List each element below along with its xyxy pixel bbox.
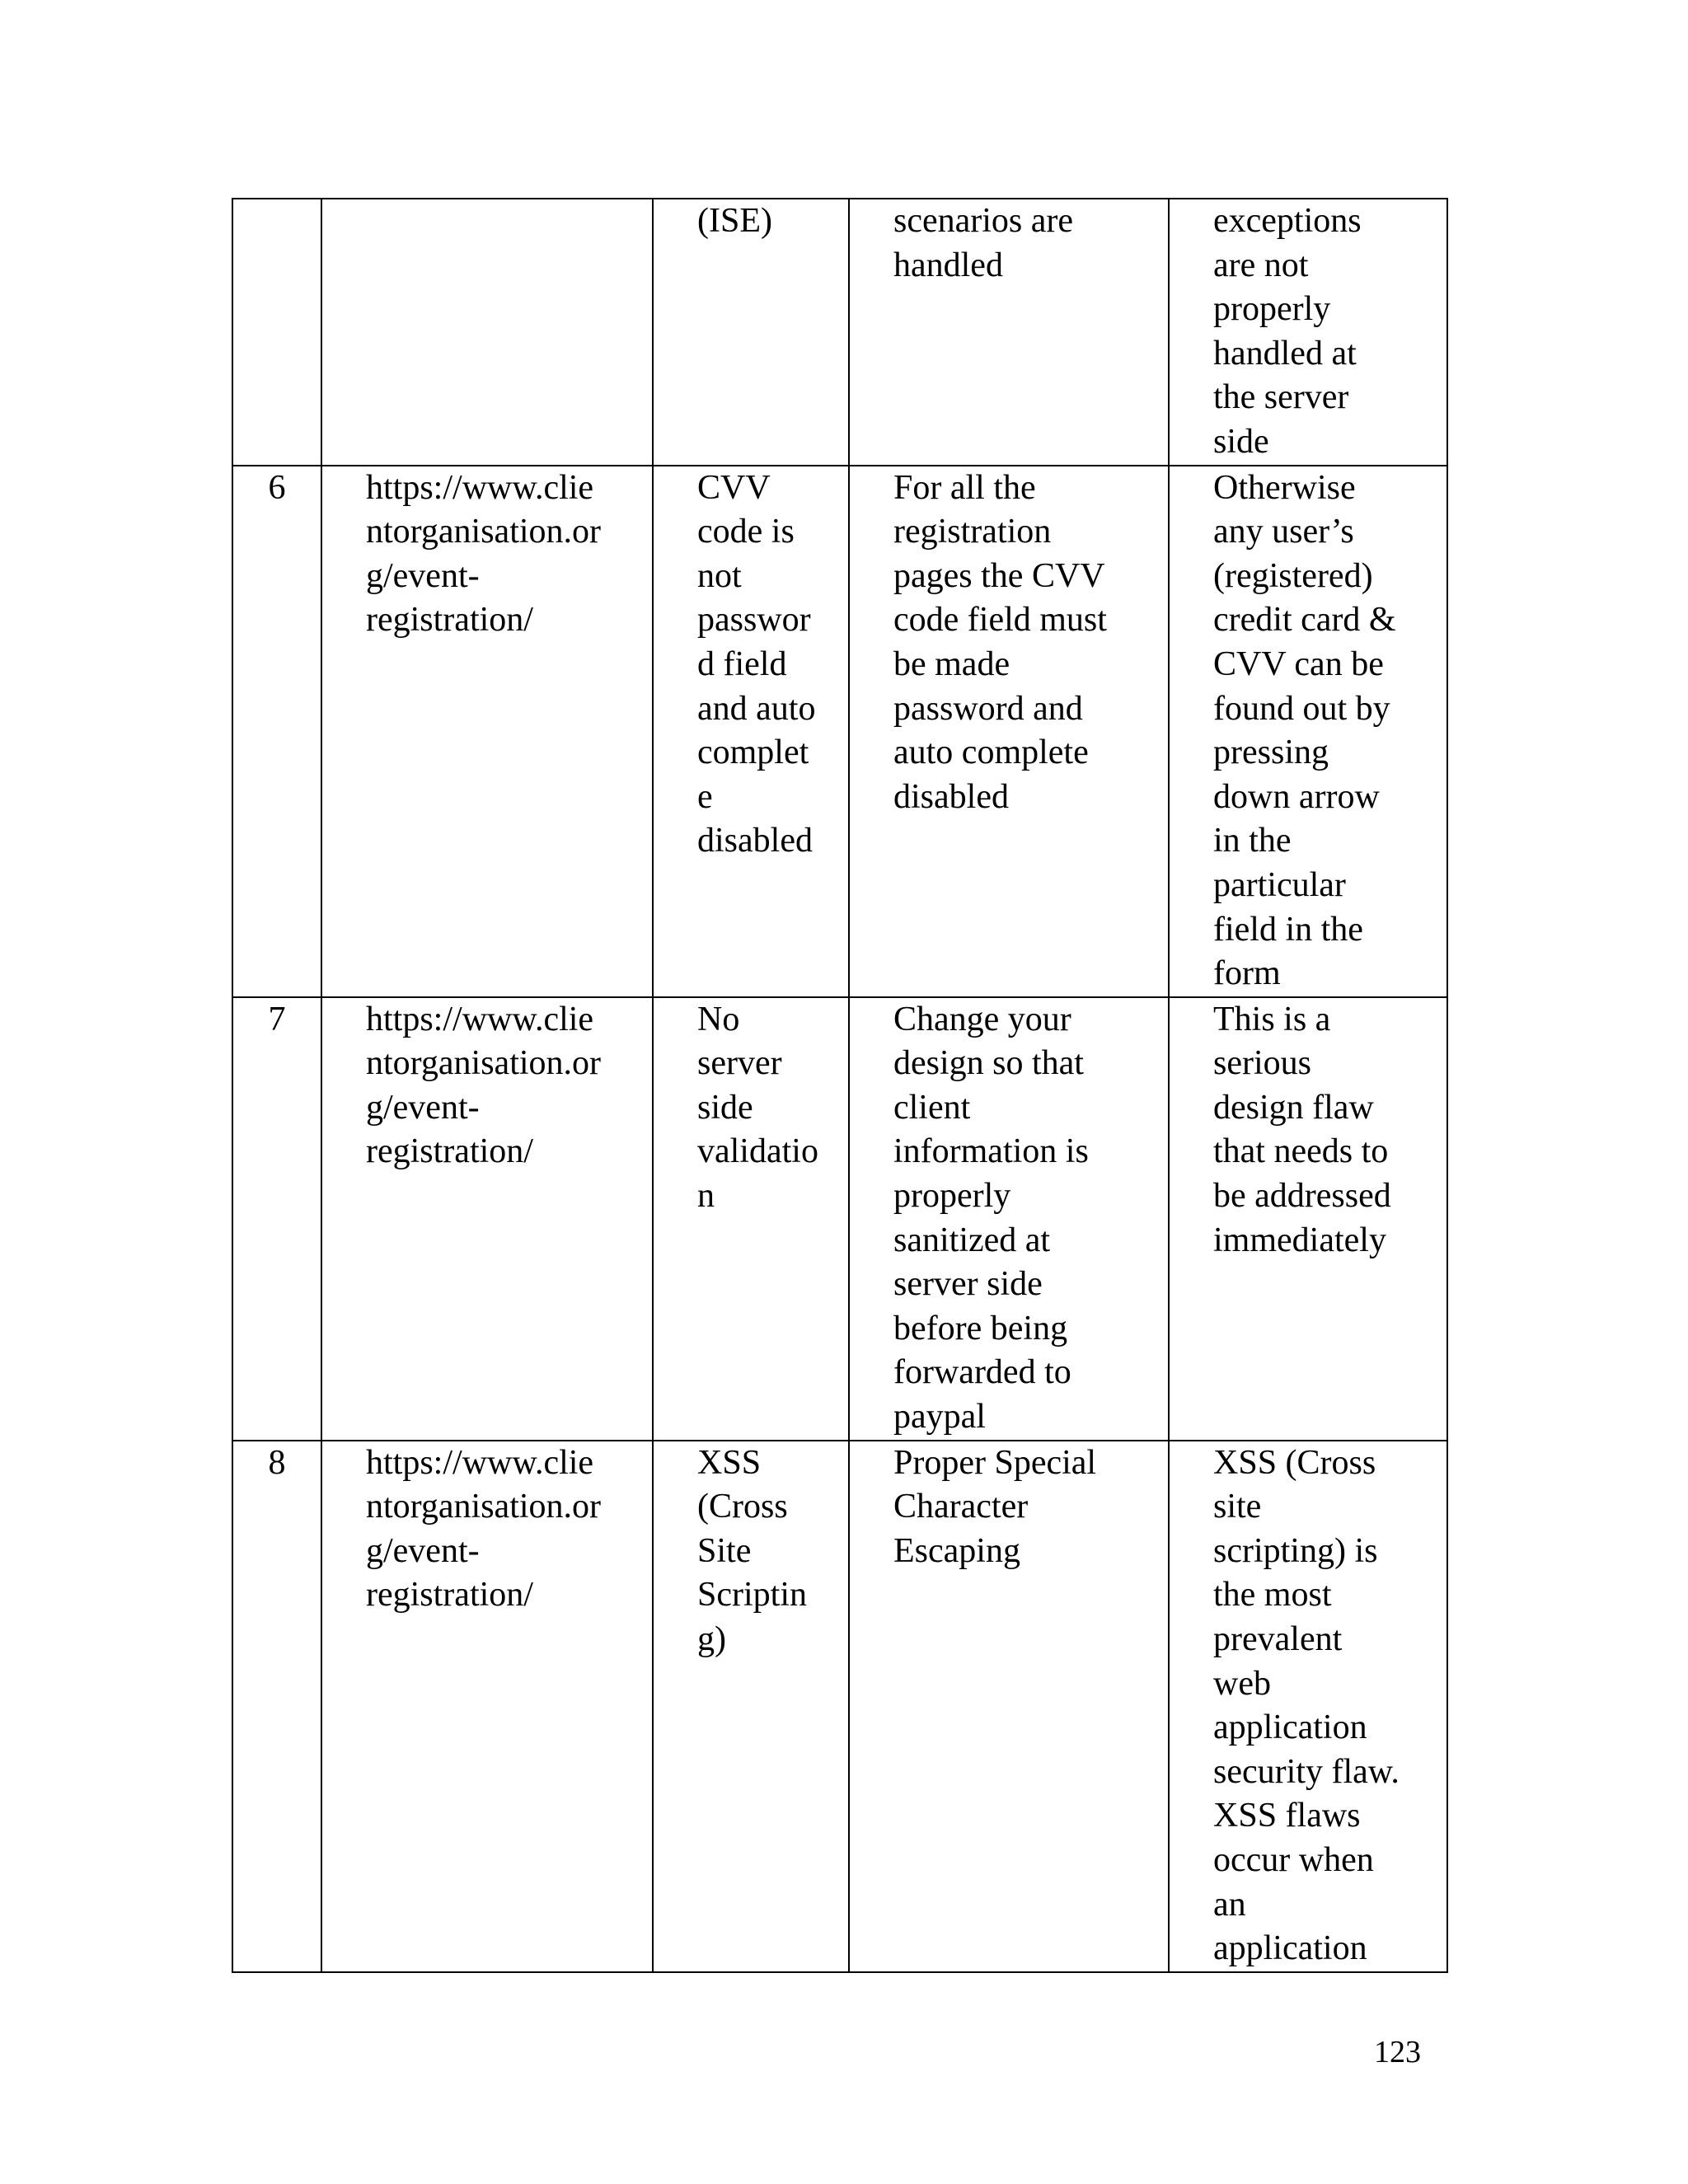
cell-text-line: d field bbox=[697, 644, 787, 683]
cell-text-line: scenarios are bbox=[893, 202, 1074, 240]
cell-text-line: https://www.clie bbox=[366, 1000, 594, 1038]
cell-text-line: code field must bbox=[893, 601, 1107, 640]
cell-text-line: application bbox=[1213, 1929, 1367, 1968]
cell-text-line: server side bbox=[893, 1265, 1043, 1304]
table-row bbox=[232, 1441, 1447, 1972]
cell-text-line: handled at bbox=[1213, 334, 1357, 373]
cell-text-line: Change your bbox=[893, 1000, 1071, 1038]
cell-text-line: (ISE) bbox=[697, 202, 772, 240]
cell-text-line: particular bbox=[1213, 865, 1346, 904]
table-row bbox=[232, 997, 1447, 1441]
cell-text-line: ntorganisation.or bbox=[366, 513, 602, 551]
row-number: 6 bbox=[232, 466, 321, 997]
cell-text-line: occur when bbox=[1213, 1840, 1374, 1879]
impact-cell bbox=[1169, 997, 1447, 1441]
cell-text-line: This is a bbox=[1213, 1000, 1331, 1038]
cell-text-line: ntorganisation.or bbox=[366, 1488, 602, 1526]
cell-text-line: serious bbox=[1213, 1044, 1311, 1083]
row-number bbox=[232, 199, 321, 466]
cell-text-line: g/event- bbox=[366, 1531, 480, 1570]
issue-cell bbox=[653, 997, 849, 1441]
cell-text-line: ntorganisation.or bbox=[366, 1044, 602, 1083]
cell-text-line: XSS bbox=[697, 1443, 762, 1482]
cell-text-line: (registered) bbox=[1213, 556, 1373, 595]
cell-text-line: pressing bbox=[1213, 733, 1329, 772]
cell-text-line: immediately bbox=[1213, 1221, 1386, 1259]
impact-cell bbox=[1169, 466, 1447, 997]
cell-text-line: auto complete bbox=[893, 733, 1089, 772]
cell-text-line: registration/ bbox=[366, 601, 533, 640]
cell-text-line: registration/ bbox=[366, 1132, 533, 1171]
page-number: 123 bbox=[1374, 2035, 1421, 2069]
findings-table bbox=[232, 198, 1448, 1973]
cell-text-line: https://www.clie bbox=[366, 468, 594, 507]
cell-text-line: scripting) is bbox=[1213, 1531, 1378, 1570]
cell-text-line: XSS flaws bbox=[1213, 1797, 1361, 1835]
cell-text-line: No bbox=[697, 1000, 740, 1038]
row-number: 7 bbox=[232, 997, 321, 1441]
recommendation-cell bbox=[849, 466, 1169, 997]
cell-text-line: properly bbox=[893, 1177, 1011, 1216]
cell-text-line: Proper Special bbox=[893, 1443, 1097, 1482]
cell-text-line: and auto bbox=[697, 689, 816, 728]
recommendation-cell bbox=[849, 997, 1169, 1441]
url-cell bbox=[321, 997, 653, 1441]
cell-text-line: g/event- bbox=[366, 556, 480, 595]
cell-text-line: forwarded to bbox=[893, 1353, 1071, 1392]
issue-cell bbox=[653, 1441, 849, 1972]
cell-text-line: any user’s bbox=[1213, 513, 1354, 551]
cell-text-line: server bbox=[697, 1044, 782, 1083]
cell-text-line: password and bbox=[893, 689, 1083, 728]
cell-text-line: side bbox=[1213, 422, 1269, 461]
cell-text-line: disabled bbox=[893, 777, 1009, 816]
cell-text-line: For all the bbox=[893, 468, 1036, 507]
cell-text-line: security flaw. bbox=[1213, 1752, 1400, 1791]
table-body bbox=[232, 199, 1447, 1972]
url-cell bbox=[321, 1441, 653, 1972]
cell-text-line: https://www.clie bbox=[366, 1443, 594, 1482]
cell-text-line: CVV bbox=[697, 468, 771, 507]
cell-text-line: an bbox=[1213, 1885, 1246, 1924]
cell-text-line: XSS (Cross bbox=[1213, 1443, 1376, 1482]
cell-text-line: before being bbox=[893, 1309, 1068, 1347]
cell-text-line: design flaw bbox=[1213, 1088, 1374, 1127]
cell-text-line: Scriptin bbox=[697, 1576, 807, 1615]
issue-cell bbox=[653, 199, 849, 466]
url-cell bbox=[321, 466, 653, 997]
table-row bbox=[232, 199, 1447, 466]
cell-text-line: the most bbox=[1213, 1576, 1332, 1615]
cell-text-line: field in the bbox=[1213, 910, 1363, 949]
impact-cell bbox=[1169, 1441, 1447, 1972]
cell-text-line: registration/ bbox=[366, 1576, 533, 1615]
cell-text-line: not bbox=[697, 556, 742, 595]
url-cell bbox=[321, 199, 653, 466]
cell-text-line: validatio bbox=[697, 1132, 818, 1171]
cell-text-line: sanitized at bbox=[893, 1221, 1051, 1259]
cell-text-line: be addressed bbox=[1213, 1177, 1391, 1216]
cell-text-line: code is bbox=[697, 513, 795, 551]
cell-text-line: (Cross bbox=[697, 1488, 788, 1526]
cell-text-line: side bbox=[697, 1088, 753, 1127]
cell-text-line: prevalent bbox=[1213, 1620, 1343, 1658]
cell-text-line: registration bbox=[893, 513, 1052, 551]
cell-text-line: application bbox=[1213, 1708, 1367, 1747]
impact-cell bbox=[1169, 199, 1447, 466]
cell-text-line: Escaping bbox=[893, 1531, 1020, 1570]
cell-text-line: credit card & bbox=[1213, 601, 1396, 640]
cell-text-line: paypal bbox=[893, 1398, 986, 1436]
cell-text-line: web bbox=[1213, 1664, 1271, 1703]
cell-text-line: be made bbox=[893, 644, 1010, 683]
cell-text-line: client bbox=[893, 1088, 971, 1127]
cell-text-line: the server bbox=[1213, 378, 1349, 417]
cell-text-line: found out by bbox=[1213, 689, 1390, 728]
cell-text-line: Site bbox=[697, 1531, 752, 1570]
cell-text-line: e bbox=[697, 777, 713, 816]
recommendation-cell bbox=[849, 1441, 1169, 1972]
cell-text-line: exceptions bbox=[1213, 202, 1362, 240]
cell-text-line: pages the CVV bbox=[893, 556, 1105, 595]
cell-text-line: Otherwise bbox=[1213, 468, 1356, 507]
cell-text-line: site bbox=[1213, 1488, 1262, 1526]
cell-text-line: in the bbox=[1213, 822, 1292, 860]
cell-text-line: that needs to bbox=[1213, 1132, 1389, 1171]
cell-text-line: information is bbox=[893, 1132, 1089, 1171]
cell-text-line: handled bbox=[893, 246, 1003, 284]
cell-text-line: passwor bbox=[697, 601, 811, 640]
cell-text-line: complet bbox=[697, 733, 809, 772]
cell-text-line: Character bbox=[893, 1488, 1029, 1526]
cell-text-line: CVV can be bbox=[1213, 644, 1384, 683]
table-row bbox=[232, 466, 1447, 997]
cell-text-line: are not bbox=[1213, 246, 1309, 284]
cell-text-line: properly bbox=[1213, 290, 1331, 329]
cell-text-line: g) bbox=[697, 1620, 726, 1658]
cell-text-line: form bbox=[1213, 954, 1281, 993]
cell-text-line: n bbox=[697, 1177, 715, 1216]
cell-text-line: design so that bbox=[893, 1044, 1084, 1083]
cell-text-line: g/event- bbox=[366, 1088, 480, 1127]
row-number: 8 bbox=[232, 1441, 321, 1972]
cell-text-line: disabled bbox=[697, 822, 813, 860]
recommendation-cell bbox=[849, 199, 1169, 466]
cell-text-line: down arrow bbox=[1213, 777, 1380, 816]
issue-cell bbox=[653, 466, 849, 997]
